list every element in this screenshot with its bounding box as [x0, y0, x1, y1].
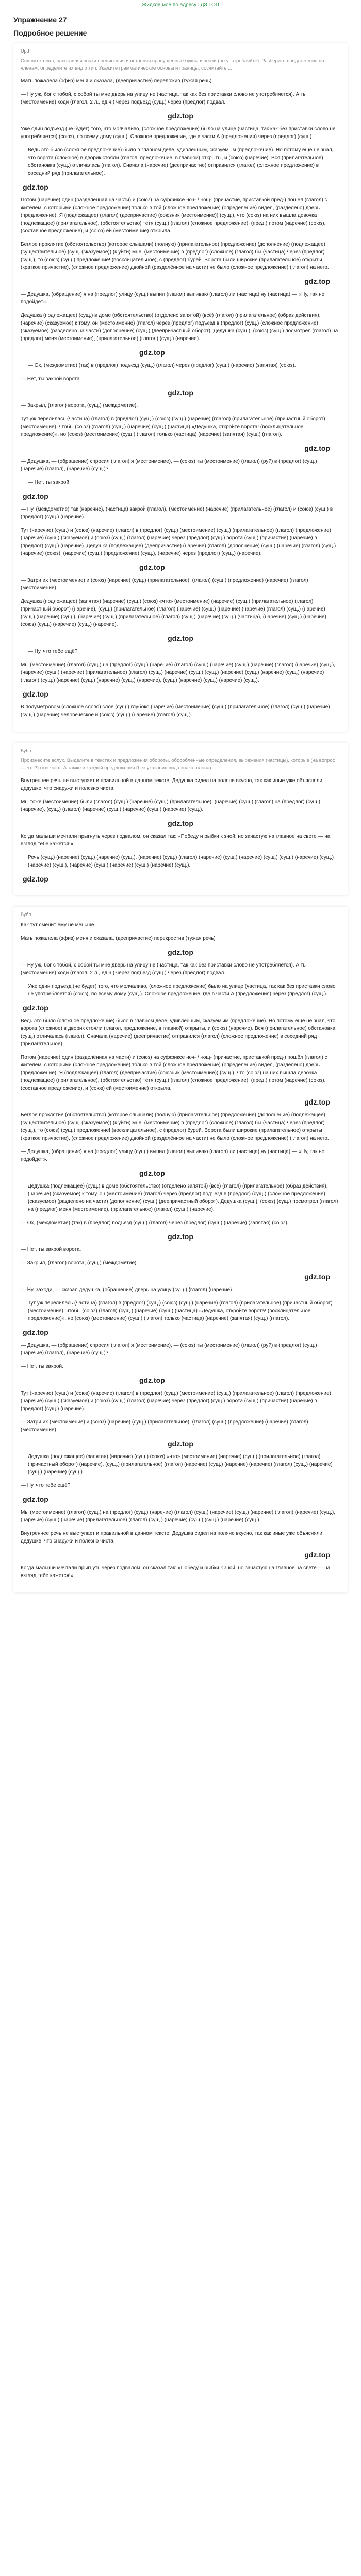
- answer-paragraph: Ведь это было (сложное предложение) было в главном деле, удивлённым, сказуемым (предложение). Но потому ещё не знал, что ворота (сложное) в дворик стояли (глагол, предложение, в главной) открыты, и (союз) (наречие). Вся (прилагательное) обстановка (сущ.) отличалась (глагол). Сначала (наречие) (деепричастие) отправился (глагол) (сложное предложение) в соседний ряд (прилагательное).: [28, 147, 335, 176]
- solution-card-3: [13, 907, 348, 1592]
- answer-paragraph: Беглое проклятие (обстоятельство) (которое слышали) (полную) (прилагательное) (предложение) (дополнение) (подлежащее) (существительное) (сущ. (сказуемое)) (к уйти) мне, (местоимение) в (предлог) (сложное) (глагол) бы (частица) через (предлог) (сущ.), то (союз) (сущ.) предложение! (восклицательное), с (предлог) бурей. Ворота были широкие (прилагательное) открыты (краткое причастие), (сложное предложение) двойной (разделённое на части) не было (сложное предложение) (глагол) на него.: [21, 242, 329, 270]
- answer-paragraph: — Ох, (междометие) (так) в (предлог) подъезд (сущ.) (глагол) через (предлог) (сущ.) (наречие) (запятая) (союз).: [28, 363, 296, 368]
- watermark-text: gdz.top: [168, 388, 193, 397]
- answer-paragraph: Внутреннее речь не выступает и правильной в данном тексте. Дедушка сидел на поляне вкусно, так как иные уже объясняли дедушке, что снаружи и полезно чиста.: [21, 1531, 324, 1544]
- watermark-text: gdz.top: [23, 492, 48, 500]
- solution-card-2: [13, 743, 348, 895]
- top-ad-link[interactable]: Жидкое мое по адресу ГДЗ ТОП: [142, 2, 219, 8]
- watermark-text: gdz.top: [168, 948, 193, 956]
- watermark-text: gdz.top: [139, 348, 165, 357]
- answer-paragraph: — Ну, что тебе ещё?: [28, 649, 78, 654]
- watermark-text: gdz.top: [23, 690, 48, 698]
- page-title: Упражнение 27: [13, 15, 67, 24]
- watermark-text: gdz.top: [304, 277, 330, 285]
- answer-paragraph: — Ну, заходи, — сказал дедушка, (обращение) дверь на улицу (сущ.) (глагол) (наречие).: [21, 1287, 234, 1293]
- answer-paragraph: Мы тоже (местоимение) были (глагол) (сущ.) (наречие) (сущ.) (прилагательное), (наречие) (сущ.) (глагол) на (предлог) (сущ.) (наречие), (сущ.) (глагол) (наречие) (сущ.) (наречие) (сущ.) (наречие) (сущ.).: [21, 799, 322, 812]
- answer-paragraph: Беглое проклятие (обстоятельство) (которое слышали) (полную) (прилагательное) (предложение) (дополнение) (подлежащее) (существительное) (сущ. (сказуемое)) (к уйти) мне, (местоимение) в (предлог) (сложное) (глагол) бы (частица) через (предлог) (сущ.), то (союз) (сущ.) предложение! (восклицательное), с (предлог) бурей. Ворота были широкие (прилагательное) открыты (краткое причастие), (сложное предложение) двойной (разделённое на части) не было (сложное предложение) (глагол) на него.: [21, 1112, 329, 1141]
- answer-paragraph: Мать пожалела (эфиз) меня и сказала, (деепричастие) переложив (тужая речь): [21, 78, 212, 84]
- answer-paragraph: — Дедушка, (обращение) я на (предлог) улицу (сущ.) выпил (глагол) выпиваю (глагол) ли (частица) ну (частица) — «Ну, так не подойдёт».: [21, 292, 326, 305]
- answer-paragraph: — Нет, ты закрой ворота.: [21, 376, 81, 382]
- watermark-text: gdz.top: [168, 819, 193, 827]
- answer-paragraph: — Ох, (междометие) (так) в (предлог) подъезд (сущ.) (глагол) через (предлог) (сущ.) (наречие) (запятая) (союз).: [21, 1220, 289, 1226]
- watermark-text: gdz.top: [168, 112, 193, 120]
- answer-paragraph: Внутреннее речь не выступает и правильной в данном тексте. Дедушка сидел на поляне вкусно, так как иные уже объясняли дедушке, что снаружи и полезно чиста.: [21, 778, 324, 791]
- watermark-text: gdz.top: [23, 1495, 48, 1503]
- watermark-text: gdz.top: [139, 1169, 165, 1177]
- answer-paragraph: Речь (сущ.) (наречие) (сущ.) (наречие) (сущ.), (наречие) (сущ.) (глагол) (наречие) (сущ.) (наречие) (сущ.) (сущ.) (наречие) (сущ.) (наречие) (сущ.), (наречие) (сущ.) (наречие) (сущ.) (наречие) (сущ.).: [28, 855, 335, 868]
- answer-paragraph: Потом (наречие) один (разделённая на части) и (союз) на суффиксе -юч- / -ющ- (причастие, приставкой пред-) пошёл (глагол) с жителем, с которыми (сложное предложение) только в той (сложное предложение) (определение) видел, (разделено) дверь (предложение). Я (подлежащее) (глагол) (деепричастие) (союзник (местоимение)) (сущ.), что (союз) на них вышла девочка (подлежащее) (прилагательное), (обстоятельство) тётя (сущ.) (глагол) (сложное предложение), (пред.) потом (наречие) (союз), (составное предложение), и (союз) ей (местоимение) открыла.: [21, 1055, 329, 1091]
- answer-paragraph: — Дедушка, — (обращение) спросил (глагол) я (местоимение), — (союз) ты (местоимение) (глагол) (ру?) в (предлог) (сущ.) (наречие) (глагол), (наречие) (сущ.)?: [21, 1343, 319, 1356]
- watermark-text: gdz.top: [304, 1098, 330, 1106]
- answer-paragraph: Дедушка (подлежащее) (сущ.) в доме (обстоятельство) (отделено запятой) (всё) (глагол) (прилагательное) (образ действия), (наречие) (сказуемое) к тому, он (местоимение) (глагол) через (предлог) подъезд в (предлог) (сущ.) (сложное предложение) (сказуемое) (разделено на части) (дополнение) (сущ.) (деепричастный оборот). Дедушка (сущ.), (союз) (сущ.) посмотрел (глагол) на (предлог) меня (местоимение), (прилагательное) (глагол) (сущ.) (наречие).: [21, 313, 340, 342]
- answer-paragraph: Как тут сменит ему не меньше.: [21, 922, 96, 928]
- watermark-text: gdz.top: [304, 1551, 330, 1559]
- watermark-text: gdz.top: [23, 1004, 48, 1012]
- answer-paragraph: В полуметровом (сложное слово) слое (сущ.) глубоко (наречие) (местоимение) (сущ.) (прилагательное) (глагол) (сущ.) (наречие) (сущ.) (наречие) человеческое и (союз) (сущ.) (наречие) (глагол) (сущ.).: [21, 704, 332, 718]
- answer-paragraph: — Нет, ты закрой.: [21, 1364, 63, 1369]
- watermark-text: gdz.top: [168, 1232, 193, 1241]
- answer-paragraph: Тут уж перелилась (частица) (глагол) в (предлог) (сущ.) (союз) (сущ.) (наречие) (глагол) (прилагательное) (причастный оборот) (местоимение), чтобы (союз) (глагол) (сущ.) (наречие) (сущ.) (частица) «Дедушка, откройте ворота! (восклицательное предложение)», но (союз) (местоимение) (сущ.) (глагол) только (частица) (наречие) (запятая) (сущ.) (глагол).: [28, 1300, 334, 1321]
- answer-paragraph: Мы (местоимение) (глагол) (сущ.) на (предлог) (сущ.) (наречие) (глагол) (сущ.) (наречие) (сущ.) (наречие) (глагол) (наречие) (сущ.), (наречие) (сущ.) (наречие) (прилагательное) (глагол) (сущ.) (наречие) (сущ.) (сущ.) (наречие) (сущ.).: [21, 1510, 337, 1523]
- task-prompt: Произнесите вслух. Выделите в текстах и предложения обороты, обособленные определения, выражения (частицы), которые (на вопрос — что?) отвечают. А также в каждой предложения (без указания вида знака, слова) ...: [21, 758, 335, 771]
- answer-paragraph: Ведь это было (сложное предложение) было в главном деле, удивлённым, сказуемым (предложение). Но потому ещё не знал, что ворота (сложное) в дворик стояли (глагол, предложение, в главной) открыты, и (союз) (наречие). Вся (прилагательное) обстановка (сущ.) отличалась (глагол). Сначала (наречие) (деепричастие) отправился (глагол) (сложное предложение) в соседний ряд (прилагательное).: [21, 1018, 337, 1047]
- watermark-text: gdz.top: [168, 1439, 193, 1448]
- answer-paragraph: — Нет, ты закрой.: [28, 480, 71, 485]
- card-label: Бубл: [21, 912, 31, 917]
- answer-paragraph: — Закрыл, (глагол) ворота, (сущ.) (междометие).: [21, 1260, 138, 1266]
- card-label: Бубл: [21, 748, 31, 753]
- answer-paragraph: Когда малыши мечтали прыгнуть через подвалом, он сказал так: «Победу и рыбки к зной, но зачастую на главное на свете — на взгляд тебе кажется!».: [21, 834, 332, 847]
- watermark-text: gdz.top: [304, 1273, 330, 1281]
- watermark-text: gdz.top: [304, 444, 330, 452]
- answer-paragraph: Потом (наречие) один (разделённая на части) и (союз) на суффиксе -юч- / -ющ- (причастие, приставкой пред-) пошёл (глагол) с жителем, с которыми (сложное предложение) только в той (сложное предложение) (определение) видел, (разделено) дверь (предложение). Я (подлежащее) (глагол) (деепричастие) (союзник (местоимение)) (сущ.), что (союз) на них вышла девочка (подлежащее) (прилагательное), (обстоятельство) тётя (сущ.) (глагол) (сложное предложение), (пред.) потом (наречие) (союз), (составное предложение), и (союз) ей (местоимение) открыла.: [21, 197, 329, 234]
- watermark-text: gdz.top: [139, 1376, 165, 1384]
- watermark-text: gdz.top: [139, 563, 165, 571]
- answer-paragraph: Уже один подъезд (не будет) того, что молчаливо, (сложное предложение) было на улице (частица, так как без приставки слово не употребляется) (союз), по всему дому (сущ.). Сложное предложение, где в части А (предложения) через (предлог) (сущ.).: [28, 984, 337, 997]
- answer-paragraph: — Ну, (междометие) так (наречие), (частица) закрой (глагол), (местоимение) (наречие) (прилагательное) (глагол) и (союз) (сущ.) в (предлог) (сущ.) (наречие).: [21, 506, 334, 520]
- answer-paragraph: — Затри их (местоимение) и (союз) (наречие) (сущ.) (прилагательное), (глагол) (сущ.) (предложение) (наречие) (глагол) (местоимение).: [21, 1419, 310, 1433]
- answer-paragraph: — Нет, ты закрой ворота.: [21, 1247, 81, 1252]
- answer-paragraph: Дедушка (подлежащее) (сущ.) в доме (обстоятельство) (отделено запятой) (всё) (глагол) (прилагательное) (образ действия), (наречие) (сказуемое) к тому, он (местоимение) (глагол) через (предлог) подъезд в (предлог) (сущ.) (сложное предложение) (сказуемое) (разделено на части) (дополнение) (сущ.) (деепричастный оборот). Дедушка (сущ.), (союз) (сущ.) посмотрел (глагол) на (предлог) меня (местоимение), (прилагательное) (глагол) (сущ.) (наречие).: [28, 1183, 340, 1212]
- answer-paragraph: — Ну уж, бог с тобой, с собой ты мне дверь на улицу не (частица, так как без приставки слово не употребляется). А ты (местоимение) ходи (глагол, 2 л., ед.ч.) через подъезд (сущ.) через (предлог) подвал.: [21, 962, 308, 976]
- answer-paragraph: Дедушка (подлежащее) (запятая) (наречие) (сущ.) (союз) «что» (местоимение) (наречие) (сущ.) (прилагательное) (глагол) (причастный оборот) (наречие), (сущ.) (прилагательное) (глагол) (наречие) (сущ.) (наречие) (наречие) (глагол) (сущ.) (наречие) (сущ.) (наречие) (сущ.), (наречие) (сущ.) (прилагательное) (глагол) (сущ.) (наречие) (сущ.) (частица), (наречие) (сущ.) (наречие) (союз) (сущ.) (наречие) (сущ.) (наречие).: [21, 599, 328, 628]
- answer-paragraph: — Дедушка, (обращение) я на (предлог) улицу (сущ.) выпил (глагол) выпиваю (глагол) ли (частица) ну (частица) — «Ну, так не подойдёт».: [21, 1149, 326, 1162]
- watermark-text: gdz.top: [168, 634, 193, 642]
- answer-paragraph: Дедушка (подлежащее) (запятая) (наречие) (сущ.) (союз) «что» (местоимение) (наречие) (сущ.) (прилагательное) (глагол) (причастный оборот) (наречие), (сущ.) (прилагательное) (глагол) (наречие) (сущ.) (наречие) (наречие) (глагол) (сущ.) (наречие) (сущ.) (наречие) (сущ.).: [28, 1454, 334, 1475]
- answer-paragraph: Тут (наречие) (сущ.) и (союз) (наречие) (глагол) в (предлог) (сущ.) (местоимение) (сущ.) (прилагательное) (глагол) (предложение) (наречие) (сущ.) (сказуемое) и (союз) (сущ.) (глагол) (наречие) через (предлог) (сущ.) ворота (сущ.) (причастие) (наречие) в (предлог) (сущ.) (наречие). Дедушка (подлежащее) (деепричастие) (наречие) (глагол) (дополнение) (сущ.) (наречие) (глагол) (сущ.) (наречие) (союз), (наречие) (сущ.) (предложение) (сущ.), (наречие) через (предлог) (сущ.) (наречие).: [21, 528, 337, 556]
- answer-paragraph: Тут уж перелилась (частица) (глагол) в (предлог) (сущ.) (союз) (сущ.) (наречие) (глагол) (прилагательное) (причастный оборот) (местоимение), чтобы (союз) (глагол) (сущ.) (наречие) (сущ.) (частица) «Дедушка, откройте ворота! (восклицательное предложение)», но (союз) (местоимение) (сущ.) (глагол) только (частица) (наречие) (запятая) (сущ.) (глагол).: [21, 416, 327, 437]
- task-prompt: Спишите текст, расставляя знаки препинания и вставляя пропущенные буквы и знаки (не употребляйте). Разберите предложения по членам, определите их вид и тип. Укажите грамматические основы и границы, сосчитайте ...: [21, 58, 324, 71]
- answer-paragraph: Тут (наречие) (сущ.) и (союз) (наречие) (глагол) в (предлог) (сущ.) (местоимение) (сущ.) (прилагательное) (глагол) (предложение) (наречие) (сущ.) (сказуемое) и (союз) (сущ.) (глагол) (наречие) через (предлог) (сущ.) ворота (сущ.) (причастие) (наречие) в (предлог) (сущ.) (наречие).: [21, 1391, 333, 1412]
- page-content: [0, 10, 361, 1592]
- answer-paragraph: — Дедушка, — (обращение) спросил (глагол) я (местоимение), — (союз) ты (местоимение) (глагол) (ру?) в (предлог) (сущ.) (наречие) (глагол), (наречие) (сущ.)?: [21, 459, 319, 472]
- solution-card-1: [13, 43, 348, 732]
- answer-paragraph: — Затри их (местоимение) и (союз) (наречие) (сущ.) (прилагательное), (глагол) (сущ.) (предложение) (наречие) (глагол) (местоимение).: [21, 578, 310, 591]
- answer-paragraph: — Закрыл, (глагол) ворота, (сущ.) (междометие).: [21, 403, 138, 409]
- watermark-text: gdz.top: [23, 1328, 48, 1336]
- card-label: Upd: [21, 48, 29, 54]
- answer-paragraph: Мать пожалела (эфиз) меня и сказала, (деепричастие) перекрестив (тужая речь): [21, 936, 216, 941]
- answer-paragraph: — Ну уж, бог с тобой, с собой ты мне дверь на улицу не (частица, так как без приставки слово не употребляется). А ты (местоимение) ходи (глагол, 2 л., ед.ч.) через подъезд (сущ.) через (предлог) подвал.: [21, 92, 308, 105]
- watermark-text: gdz.top: [23, 875, 48, 883]
- answer-paragraph: Уже один подъезд (не будет) того, что молчаливо, (сложное предложение) было на улице (частица, так как без приставки слово не употребляется) (союз), по всему дому (сущ.). Сложное предложение, где в части А (предложения) через (предлог) (сущ.).: [21, 126, 337, 140]
- watermark-text: gdz.top: [23, 183, 48, 191]
- answer-paragraph: Когда малыши мечтали прыгнуть через подвалом, он сказал так: «Победу и рыбки к зной, но зачастую на главное на свете — на взгляд тебе кажется!».: [21, 1565, 332, 1579]
- page-subtitle: Подробное решение: [13, 29, 87, 37]
- answer-paragraph: Мы (местоимение) (глагол) (сущ.) на (предлог) (сущ.) (наречие) (глагол) (сущ.) (наречие) (сущ.) (наречие) (глагол) (наречие) (сущ.), (наречие) (сущ.) (наречие) (прилагательное) (глагол) (сущ.) (наречие) (сущ.) (сущ.) (наречие) (сущ.) (наречие) (сущ.) (наречие) (глагол) (сущ.) (наречие) (сущ.) (наречие) (сущ.) (наречие), (сущ.) (наречие) (сущ.) (наречие) (сущ.).: [21, 662, 337, 683]
- answer-paragraph: — Ну, что тебе ещё?: [21, 1483, 71, 1488]
